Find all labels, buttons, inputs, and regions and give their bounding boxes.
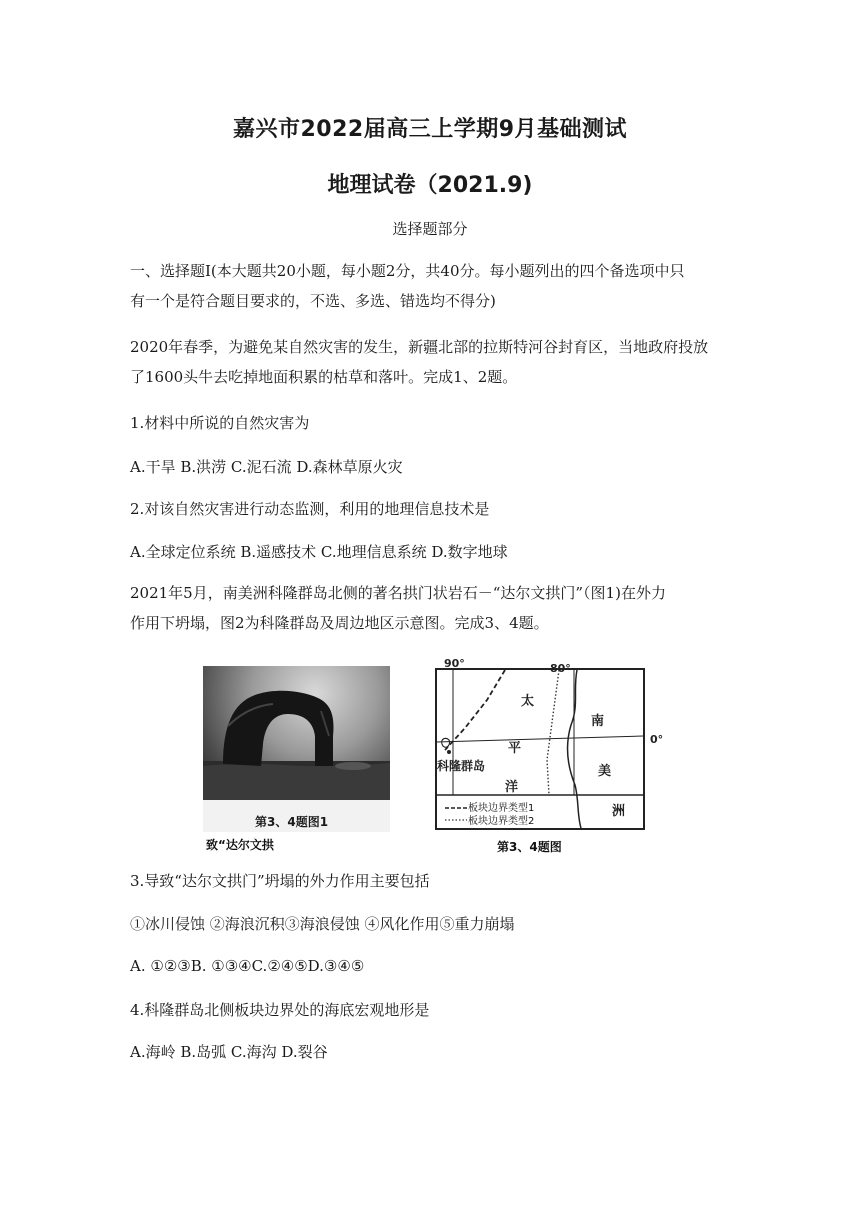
question-3-options: A. ①②③B. ①③④C.②④⑤D.③④⑤ bbox=[130, 957, 365, 975]
figure-1-cut-caption: 致“达尔文拱 bbox=[206, 838, 274, 852]
material-1 bbox=[130, 332, 730, 392]
question-1-options: A.干旱 B.洪涝 C.泥石流 D.森林草原火灾 bbox=[130, 458, 403, 476]
figure-2-cut-caption: 第3、4题图 bbox=[497, 840, 562, 854]
legend-type-2: 板块边界类型2 bbox=[468, 816, 535, 827]
question-2-stem: 2.对该自然灾害进行动态监测，利用的地理信息技术是 bbox=[130, 500, 490, 518]
material-2-line1: 2021年5月，南美洲科隆群岛北侧的著名拱门状岩石－“达尔文拱门”（图1)在外力 bbox=[130, 584, 666, 602]
continent-char-2: 美 bbox=[598, 764, 612, 779]
ocean-char-3: 洋 bbox=[505, 780, 519, 795]
section-heading: 选择题部分 bbox=[392, 220, 468, 238]
material-1-line2: 了1600头牛去吃掉地面积累的枯草和落叶。完成1、2题。 bbox=[130, 368, 518, 386]
equator-0-label: 0° bbox=[650, 733, 664, 746]
continent-char-1: 南 bbox=[591, 714, 605, 729]
question-1-stem: 1.材料中所说的自然灾害为 bbox=[130, 414, 310, 432]
material-1-line1: 2020年春季，为避免某自然灾害的发生，新疆北部的拉斯特河谷封育区，当地政府投放 bbox=[130, 338, 709, 356]
material-2 bbox=[130, 578, 730, 638]
question-3-items: ①冰川侵蚀 ②海浪沉积③海浪侵蚀 ④风化作用⑤重力崩塌 bbox=[130, 915, 515, 933]
galapagos-label: 科隆群岛 bbox=[437, 759, 486, 773]
longitude-80-label: 80° bbox=[550, 662, 571, 675]
material-2-line2: 作用下坍塌，图2为科隆群岛及周边地区示意图。完成3、4题。 bbox=[130, 614, 549, 632]
continent-char-3: 洲 bbox=[612, 804, 626, 819]
question-2-options: A.全球定位系统 B.遥感技术 C.地理信息系统 D.数字地球 bbox=[130, 543, 508, 561]
longitude-90-label: 90° bbox=[444, 657, 465, 670]
exam-title: 嘉兴市2022届高三上学期9月基础测试 bbox=[232, 117, 628, 142]
instructions-line1: 一、选择题Ⅰ(本大题共20小题，每小题2分，共40分。每小题列出的四个备选项中只 bbox=[130, 262, 685, 280]
instructions bbox=[130, 256, 730, 316]
exam-subtitle: 地理试卷（2021.9) bbox=[327, 173, 533, 198]
darwin-arch-photo bbox=[203, 666, 390, 802]
question-3-stem: 3.导致“达尔文拱门”坍塌的外力作用主要包括 bbox=[130, 872, 430, 890]
question-4-options: A.海岭 B.岛弧 C.海沟 D.裂谷 bbox=[130, 1043, 328, 1061]
ocean-char-1: 太 bbox=[521, 694, 535, 709]
instructions-line2: 有一个是符合题目要求的，不选、多选、错选均不得分) bbox=[130, 292, 496, 310]
legend-type-1: 板块边界类型1 bbox=[468, 803, 535, 814]
figure-1-caption: 第3、4题图1 bbox=[255, 815, 329, 829]
question-4-stem: 4.科隆群岛北侧板块边界处的海底宏观地形是 bbox=[130, 1001, 430, 1019]
ocean-char-2: 平 bbox=[508, 741, 522, 756]
